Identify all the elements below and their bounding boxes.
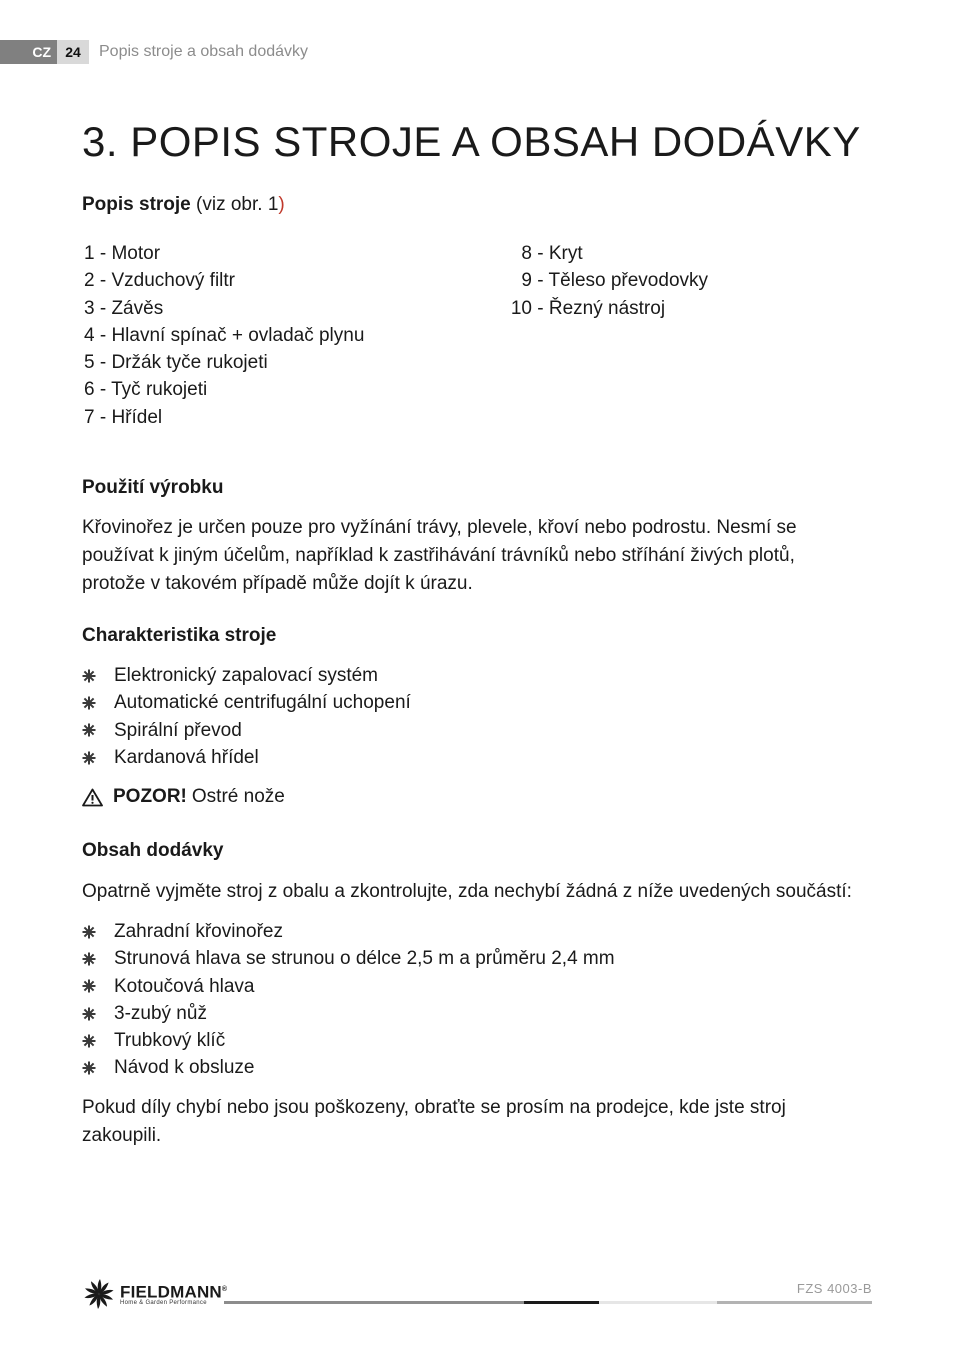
part-item: 4 - Hlavní spínač + ovladač plynu — [84, 324, 365, 346]
warning-icon — [82, 788, 103, 807]
brand-name — [120, 1282, 227, 1301]
bullet-icon — [82, 979, 96, 993]
figure-reference: (viz obr. 1 — [196, 194, 279, 215]
footer-rule-mid — [717, 1301, 872, 1304]
usage-text: Křovinořez je určen pouze pro vyžínání trávy, plevele, křoví nebo podrostu. Nesmí se používat k jiným účelům, například k zastřihávání trávníků nebo stříhání živých plotů, protože v takovém případě může dojít k úrazu. — [82, 517, 797, 594]
list-item-text: Kotoučová hlava — [114, 975, 255, 997]
language-badge: CZ — [0, 40, 57, 64]
part-item: 5 - Držák tyče rukojeti — [84, 352, 268, 374]
list-item-text: Spirální převod — [114, 719, 242, 741]
part-item — [502, 267, 708, 294]
list-item — [82, 689, 411, 716]
figure-reference-close: ) — [278, 194, 285, 215]
list-item-text: Kardanová hřídel — [114, 746, 259, 768]
fan-logo-icon — [82, 1278, 116, 1310]
part-item: 1 - Motor — [84, 243, 161, 264]
brand-logo — [82, 1278, 227, 1310]
list-item — [82, 1027, 615, 1054]
list-item — [82, 744, 411, 771]
parts-column-left — [84, 240, 364, 431]
page-number: 24 — [57, 40, 89, 64]
list-item-text: Trubkový klíč — [114, 1030, 226, 1052]
list-item-text: Strunová hlava se strunou o délce 2,5 m a průměru 2,4 mm — [114, 948, 615, 970]
header-title: Popis stroje a obsah dodávky — [99, 43, 309, 60]
warning-notice — [82, 786, 285, 808]
parts-column-right — [502, 240, 708, 322]
footer-rule-gray — [224, 1301, 524, 1304]
delivery-list — [82, 918, 615, 1082]
page-header — [0, 40, 308, 64]
bullet-icon — [82, 1007, 96, 1021]
features-list — [82, 662, 411, 771]
features-heading: Charakteristika stroje — [82, 625, 277, 646]
part-name: - Těleso převodovky — [537, 270, 709, 292]
part-number: 8 — [521, 243, 532, 264]
bullet-icon — [82, 669, 96, 683]
list-item-text: Automatické centrifugální uchopení — [114, 692, 411, 714]
warning-label: POZOR! — [113, 786, 187, 807]
list-item — [82, 662, 411, 689]
brand-tagline: Home & Garden Performance — [120, 1300, 207, 1307]
part-item: 3 - Závěs — [84, 297, 164, 319]
list-item-text: Elektronický zapalovací systém — [114, 665, 378, 686]
list-item — [82, 918, 615, 945]
footer-rule-dark — [524, 1301, 599, 1304]
warning-text: Ostré nože — [191, 786, 285, 807]
list-item-text: 3-zubý nůž — [114, 1002, 207, 1024]
delivery-heading: Obsah dodávky — [82, 840, 224, 861]
list-item — [82, 1000, 615, 1027]
brand-name-text: FIELDMANN — [120, 1282, 222, 1302]
model-code: FZS 4003-B — [796, 1281, 872, 1296]
machine-heading-label: Popis stroje — [82, 194, 191, 215]
list-item-text: Návod k obsluze — [114, 1057, 255, 1079]
part-number: 10 — [510, 297, 532, 319]
bullet-icon — [82, 1061, 96, 1075]
part-item — [502, 240, 708, 267]
part-item: 6 - Tyč rukojeti — [84, 379, 208, 401]
part-item: 7 - Hřídel — [84, 406, 163, 428]
part-item — [502, 295, 708, 322]
delivery-intro: Opatrně vyjměte stroj z obalu a zkontrolujte, zda nechybí žádná z níže uvedených součástí: — [82, 881, 852, 902]
page-title: 3. POPIS STROJE A OBSAH DODÁVKY — [82, 118, 861, 165]
bullet-icon — [82, 723, 96, 737]
footer-rule-light — [599, 1301, 717, 1304]
list-item — [82, 945, 615, 972]
part-number: 9 — [521, 270, 532, 292]
part-item: 2 - Vzduchový filtr — [84, 270, 235, 292]
bullet-icon — [82, 751, 96, 765]
bullet-icon — [82, 925, 96, 939]
trademark-mark: ® — [221, 1285, 228, 1293]
brand-text — [120, 1282, 227, 1307]
part-name: - Kryt — [537, 243, 583, 264]
usage-heading: Použití výrobku — [82, 477, 224, 498]
list-item-text: Zahradní křovinořez — [114, 921, 283, 942]
bullet-icon — [82, 1034, 96, 1048]
list-item — [82, 973, 615, 1000]
bullet-icon — [82, 952, 96, 966]
bullet-icon — [82, 696, 96, 710]
list-item — [82, 1054, 615, 1081]
part-name: - Řezný nástroj — [537, 297, 666, 319]
machine-heading — [82, 194, 285, 216]
list-item — [82, 717, 411, 744]
delivery-outro: Pokud díly chybí nebo jsou poškozeny, obraťte se prosím na prodejce, kde jste stroj zakoupili. — [82, 1097, 786, 1146]
